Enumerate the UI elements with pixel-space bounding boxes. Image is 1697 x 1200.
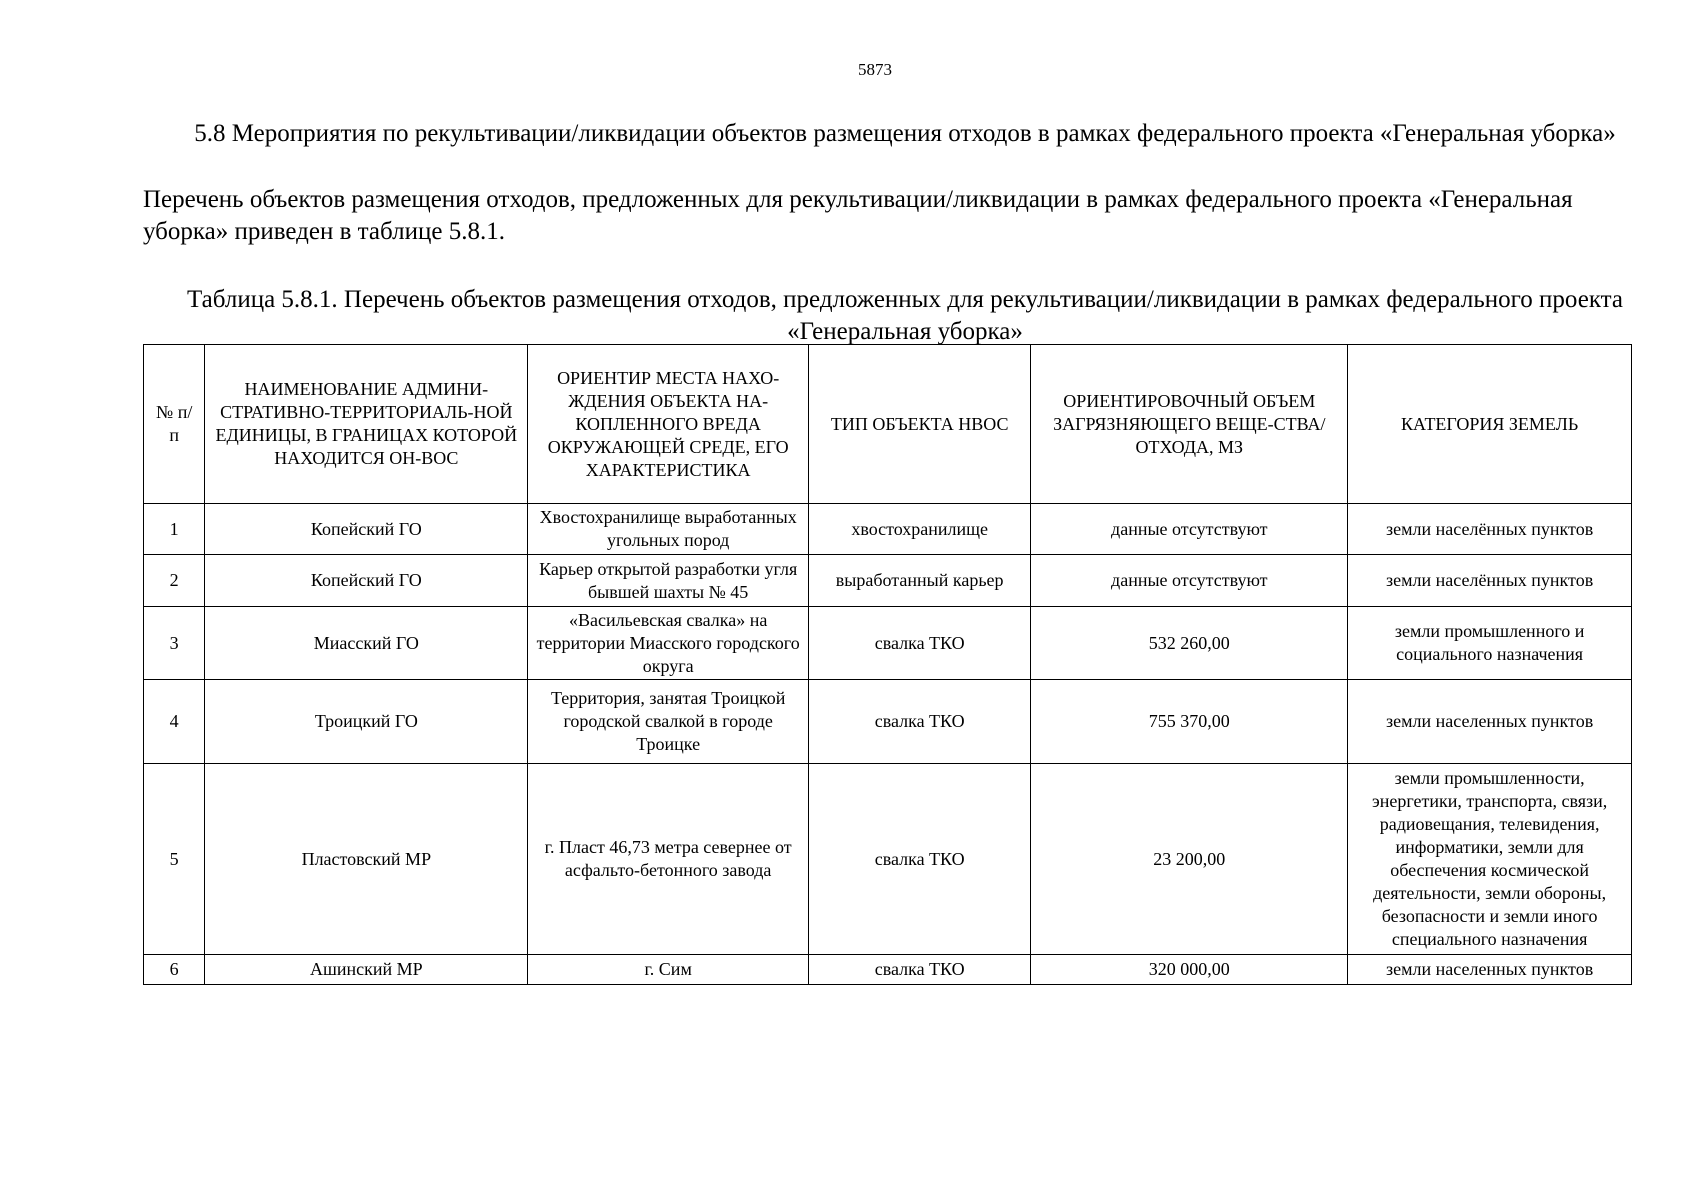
cell-number: 5 [144,764,205,955]
cell-volume: данные отсутствуют [1031,504,1348,555]
cell-admin-unit: Троицкий ГО [205,680,528,764]
cell-location: Территория, занятая Троицкой городской свалкой в городе Троицке [528,680,809,764]
header-admin-unit: НАИМЕНОВАНИЕ АДМИНИ-СТРАТИВНО-ТЕРРИТОРИАЛЬ-НОЙ ЕДИНИЦЫ, В ГРАНИЦАХ КОТОРОЙ НАХОДИТСЯ ОН-ВОС [205,345,528,504]
cell-object-type: свалка ТКО [809,764,1031,955]
cell-volume: 755 370,00 [1031,680,1348,764]
header-number: № п/п [144,345,205,504]
cell-object-type: свалка ТКО [809,680,1031,764]
cell-location: «Васильевская свалка» на территории Миасского городского округа [528,607,809,680]
table-row [144,955,1632,985]
cell-object-type: хвостохранилище [809,504,1031,555]
cell-number: 1 [144,504,205,555]
table-row [144,680,1632,764]
cell-object-type: свалка ТКО [809,607,1031,680]
table-row [144,607,1632,680]
cell-number: 4 [144,680,205,764]
cell-land-category: земли промышленности, энергетики, транспорта, связи, радиовещания, телевидения, информатики, земли для обеспечения космической деятельности, земли обороны, безопасности и земли иного специального назначения [1348,764,1632,955]
cell-admin-unit: Ашинский МР [205,955,528,985]
table-row [144,504,1632,555]
cell-admin-unit: Копейский ГО [205,555,528,607]
cell-object-type: свалка ТКО [809,955,1031,985]
cell-volume: 23 200,00 [1031,764,1348,955]
table-row [144,555,1632,607]
cell-admin-unit: Копейский ГО [205,504,528,555]
section-heading: 5.8 Мероприятия по рекультивации/ликвидации объектов размещения отходов в рамках федерального проекта «Генеральная уборка» [194,120,1616,147]
cell-land-category: земли населённых пунктов [1348,555,1632,607]
cell-number: 6 [144,955,205,985]
page-number: 5873 [858,60,892,79]
cell-volume: данные отсутствуют [1031,555,1348,607]
cell-location: г. Сим [528,955,809,985]
header-object-type: ТИП ОБЪЕКТА НВОС [809,345,1031,504]
table-header-row [144,345,1632,504]
cell-land-category: земли населённых пунктов [1348,504,1632,555]
cell-admin-unit: Миасский ГО [205,607,528,680]
cell-land-category: земли населенных пунктов [1348,680,1632,764]
table-row [144,764,1632,955]
intro-paragraph: Перечень объектов размещения отходов, предложенных для рекультивации/ликвидации в рамках федерального проекта «Генеральная уборка» приведен в таблице 5.8.1. [143,186,1573,245]
cell-location: Карьер открытой разработки угля бывшей шахты № 45 [528,555,809,607]
cell-land-category: земли промышленного и социального назначения [1348,607,1632,680]
cell-admin-unit: Пластовский МР [205,764,528,955]
objects-table [143,344,1632,985]
header-land-category: КАТЕГОРИЯ ЗЕМЕЛЬ [1348,345,1632,504]
cell-land-category: земли населенных пунктов [1348,955,1632,985]
cell-volume: 532 260,00 [1031,607,1348,680]
cell-number: 2 [144,555,205,607]
cell-location: г. Пласт 46,73 метра севернее от асфальто-бетонного завода [528,764,809,955]
table-caption: Таблица 5.8.1. Перечень объектов размещения отходов, предложенных для рекультивации/ликвидации в рамках федерального проекта «Генеральная уборка» [187,286,1623,345]
cell-number: 3 [144,607,205,680]
cell-location: Хвостохранилище выработанных угольных пород [528,504,809,555]
header-volume: ОРИЕНТИРОВОЧНЫЙ ОБЪЕМ ЗАГРЯЗНЯЮЩЕГО ВЕЩЕ-СТВА/ОТХОДА, МЗ [1031,345,1348,504]
cell-object-type: выработанный карьер [809,555,1031,607]
header-location: ОРИЕНТИР МЕСТА НАХО-ЖДЕНИЯ ОБЪЕКТА НА-КОПЛЕННОГО ВРЕДА ОКРУЖАЮЩЕЙ СРЕДЕ, ЕГО ХАРАКТЕРИСТИКА [528,345,809,504]
cell-volume: 320 000,00 [1031,955,1348,985]
